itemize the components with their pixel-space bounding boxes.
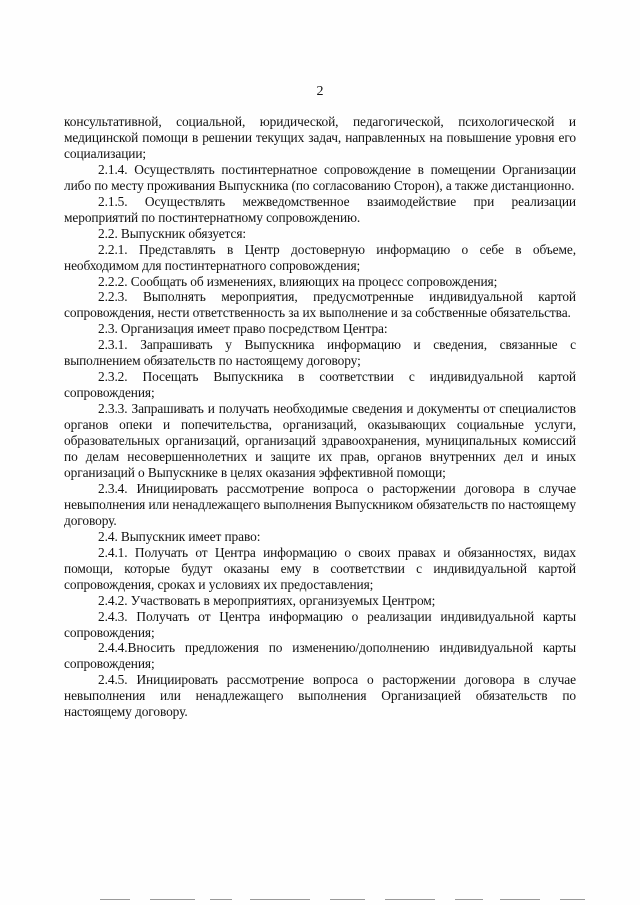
- clause-2-3-2: 2.3.2. Посещать Выпускника в соответствии с индивидуальной картой сопровождения;: [64, 369, 576, 401]
- clause-2-2-1: 2.2.1. Представлять в Центр достоверную информацию о себе в объеме, необходимом для постинтернатного сопровождения;: [64, 241, 576, 273]
- section-2-2-heading: 2.2. Выпускник обязуется:: [98, 225, 247, 241]
- clause-2-2-3: 2.2.3. Выполнять мероприятия, предусмотренные индивидуальной картой сопровождения, нести ответственность за их выполнение и за собственные обязательства.: [64, 289, 576, 321]
- clause-2-3-4: 2.3.4. Инициировать рассмотрение вопроса о расторжении договора в случае невыполнения или ненадлежащего выполнения Выпускником обязательств по настоящему договору.: [64, 480, 576, 528]
- clause-2-1-5: 2.1.5. Осуществлять межведомственное взаимодействие при реализации мероприятий по постинтернатному сопровождению.: [64, 193, 576, 225]
- clause-2-4-4: 2.4.4.Вносить предложения по изменению/дополнению индивидуальной карты сопровождения;: [64, 640, 576, 672]
- document-body: [64, 114, 576, 720]
- clause-2-2-2: 2.2.2. Сообщать об изменениях, влияющих на процесс сопровождения;: [98, 273, 498, 289]
- clause-2-4-2: 2.4.2. Участвовать в мероприятиях, организуемых Центром;: [98, 592, 436, 608]
- paragraph: консультативной, социальной, юридической, педагогической, психологической и медицинской помощи в решении текущих задач, направленных на повышение уровня его социализации;: [64, 114, 576, 161]
- section-2-3-heading: 2.3. Организация имеет право посредством Центра:: [98, 321, 388, 337]
- clause-2-4-5: 2.4.5. Инициировать рассмотрение вопроса о расторжении договора в случае невыполнения или ненадлежащего выполнения Организацией обязательств по настоящему договору.: [64, 672, 576, 720]
- clause-2-3-1: 2.3.1. Запрашивать у Выпускника информацию и сведения, связанные с выполнением обязательств по настоящему договору;: [64, 337, 576, 369]
- page-number: 2: [316, 84, 324, 99]
- clause-2-3-3: 2.3.3. Запрашивать и получать необходимые сведения и документы от специалистов органов опеки и попечительства, организаций, оказывающих социальные услуги, образовательных организаций, организаций здравоохранения, муниципальных комиссий по делам несовершеннолетних и защите их прав, органов внутренних дел и иных организаций о Выпускнике в целях оказания эффективной помощи;: [64, 401, 576, 480]
- clause-2-1-4: 2.1.4. Осуществлять постинтернатное сопровождение в помещении Организации либо по месту проживания Выпускника (по согласованию Сторон), а также дистанционно.: [64, 161, 576, 193]
- clause-2-4-1: 2.4.1. Получать от Центра информацию о своих правах и обязанностях, видах помощи, которые будут оказаны ему в соответствии с индивидуальной картой сопровождения, сроках и условиях их предоставления;: [64, 544, 576, 592]
- scan-artifact-marks: [60, 895, 620, 905]
- clause-2-4-3: 2.4.3. Получать от Центра информацию о реализации индивидуальной карты сопровождения;: [64, 608, 576, 640]
- section-2-4-heading: 2.4. Выпускник имеет право:: [98, 528, 261, 544]
